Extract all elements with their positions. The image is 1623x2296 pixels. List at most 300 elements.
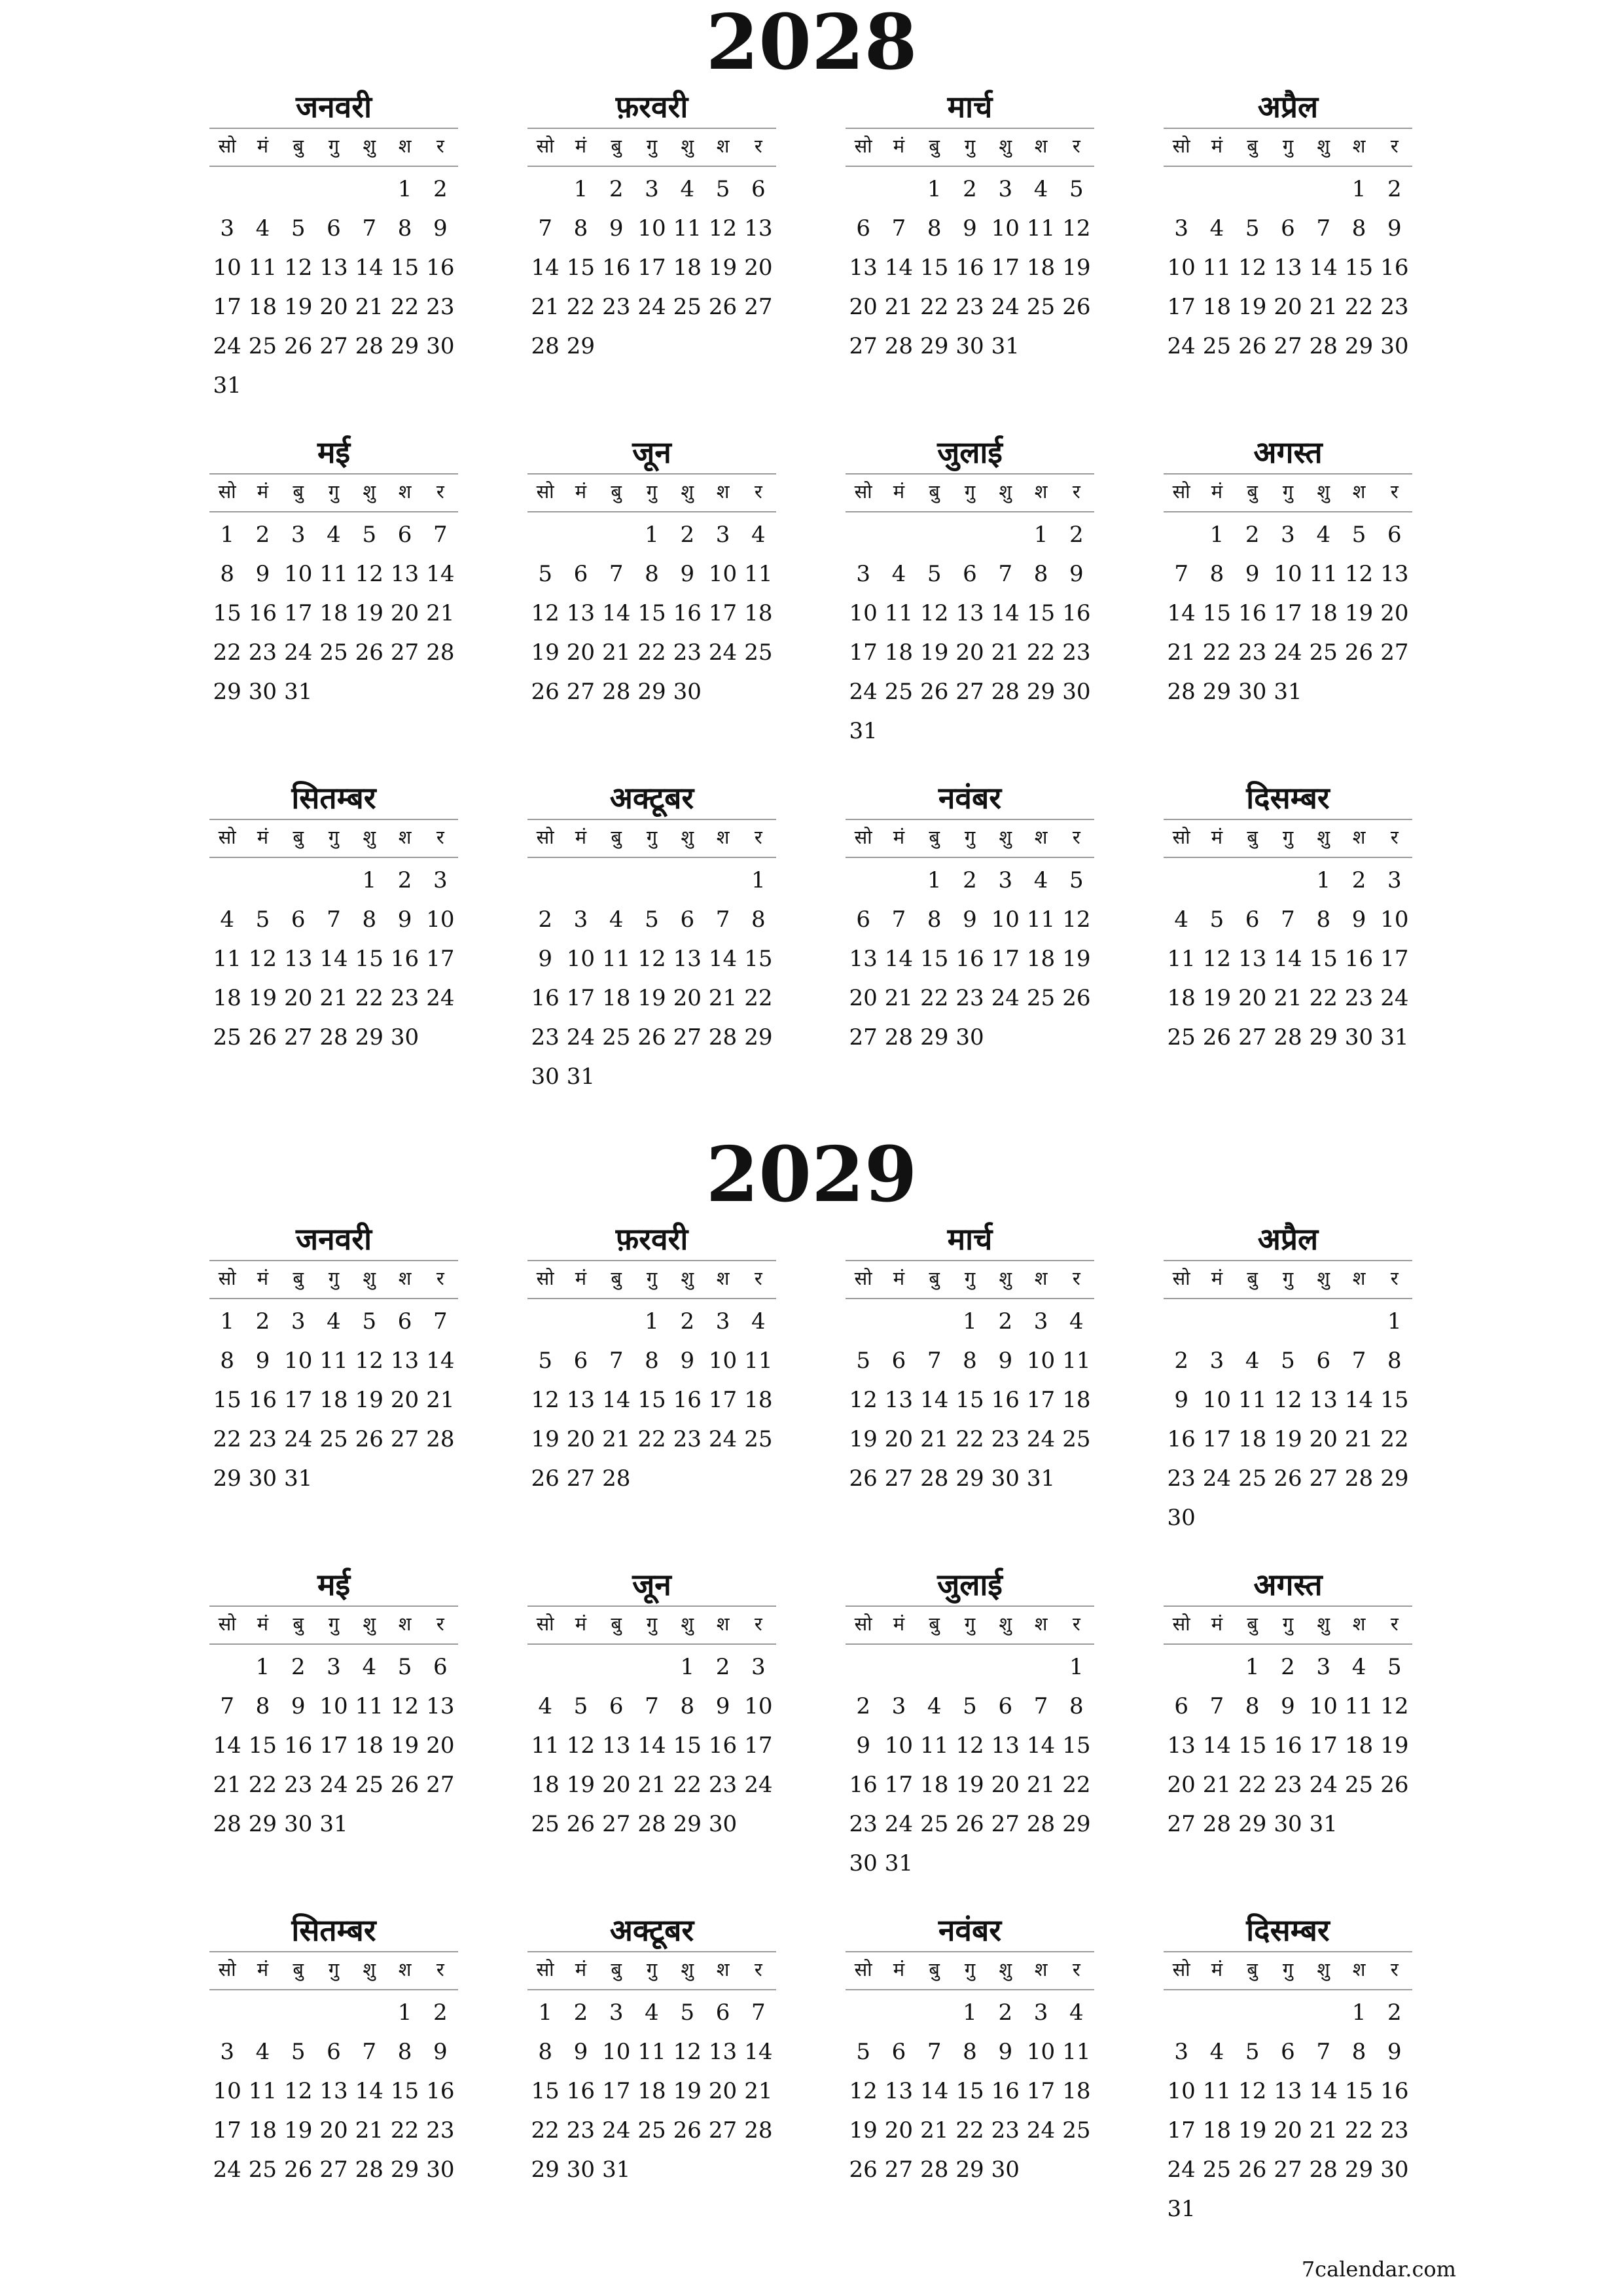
day-cell: 24 — [213, 2157, 241, 2183]
day-cell: 21 — [884, 985, 914, 1011]
day-cell: 24 — [708, 1426, 738, 1452]
weekday-label: मं — [1211, 1613, 1223, 1635]
day-cell: 7 — [362, 2039, 377, 2065]
day-cell: 18 — [602, 985, 631, 1011]
day-cell: 2 — [963, 176, 977, 202]
weekday-label: श — [1034, 1267, 1048, 1289]
weekday-label: गु — [328, 480, 340, 503]
month-name: जून — [632, 1567, 671, 1602]
day-cell: 18 — [1344, 1732, 1374, 1759]
day-cell: 6 — [891, 2039, 906, 2065]
day-cell: 6 — [963, 561, 977, 587]
weekday-label: र — [1390, 135, 1399, 157]
month-name: सितम्बर — [291, 780, 376, 816]
weekday-label: शु — [363, 1267, 376, 1289]
day-cell: 24 — [849, 679, 878, 705]
weekday-header — [1164, 1260, 1412, 1299]
day-cell: 8 — [255, 1693, 270, 1719]
day-cell: 28 — [426, 1426, 455, 1452]
empty-cell — [527, 861, 563, 900]
weekday-label: बु — [293, 480, 304, 503]
day-cell: 2 — [573, 2000, 588, 2026]
day-cell: 13 — [602, 1732, 631, 1759]
day-cell: 13 — [426, 1693, 455, 1719]
day-cell: 1 — [255, 1654, 270, 1680]
day-cell: 28 — [426, 639, 455, 666]
month-2028-2 — [527, 88, 776, 366]
day-cell: 20 — [708, 2078, 738, 2104]
day-cell: 20 — [390, 1387, 419, 1413]
day-cell: 29 — [213, 1465, 241, 1492]
day-cell: 13 — [1309, 1387, 1338, 1413]
day-cell: 7 — [609, 561, 624, 587]
day-cell: 14 — [426, 561, 455, 587]
weekday-label: सो — [218, 480, 236, 503]
day-cell: 14 — [1026, 1732, 1056, 1759]
weekday-label: शु — [363, 1613, 376, 1635]
day-cell: 2 — [538, 906, 552, 933]
empty-cell — [599, 1647, 634, 1687]
day-cell: 13 — [1274, 2078, 1302, 2104]
day-cell: 20 — [884, 1426, 914, 1452]
day-cell: 3 — [715, 522, 730, 548]
weekday-label: शु — [1317, 480, 1330, 503]
day-cell: 4 — [327, 1308, 341, 1335]
empty-cell — [563, 1647, 598, 1687]
day-cell: 30 — [1380, 2157, 1409, 2183]
day-cell: 8 — [1387, 1348, 1402, 1374]
day-cell: 31 — [849, 718, 878, 744]
empty-cell — [245, 170, 280, 209]
empty-cell — [917, 1647, 952, 1687]
day-cell: 17 — [849, 639, 878, 666]
day-cell: 4 — [751, 1308, 766, 1335]
weekday-label: मं — [257, 1613, 269, 1635]
day-cell: 25 — [248, 2157, 277, 2183]
day-cell: 9 — [1351, 906, 1366, 933]
day-cell: 26 — [1274, 1465, 1302, 1492]
day-cell: 31 — [284, 679, 313, 705]
empty-cell — [669, 861, 705, 900]
day-cell: 5 — [291, 215, 306, 242]
weekday-label: श — [398, 826, 412, 848]
day-cell: 25 — [884, 679, 914, 705]
day-cell: 21 — [920, 2117, 949, 2144]
day-cell: 14 — [355, 2078, 383, 2104]
day-cell: 11 — [319, 1348, 348, 1374]
weekday-label: गु — [964, 826, 976, 848]
day-cell: 8 — [927, 906, 942, 933]
day-cell: 24 — [637, 294, 666, 320]
day-cell: 18 — [355, 1732, 383, 1759]
weekday-label: र — [1072, 1267, 1080, 1289]
day-cell: 11 — [673, 215, 702, 242]
day-cell: 4 — [1033, 867, 1048, 893]
day-cell: 23 — [390, 985, 419, 1011]
day-cell: 20 — [955, 639, 984, 666]
day-cell: 30 — [849, 1850, 878, 1876]
day-cell: 20 — [1309, 1426, 1338, 1452]
day-cell: 17 — [1167, 2117, 1196, 2144]
empty-cell — [1235, 170, 1270, 209]
day-cell: 24 — [1274, 639, 1302, 666]
empty-cell — [245, 861, 280, 900]
day-cell: 31 — [284, 1465, 313, 1492]
day-cell: 19 — [355, 1387, 383, 1413]
weekday-label: शु — [681, 480, 694, 503]
month-2029-12 — [1164, 1912, 1412, 2229]
day-cell: 9 — [680, 1348, 695, 1374]
day-cell: 16 — [1380, 255, 1409, 281]
month-name: अप्रैल — [1257, 89, 1319, 124]
weekday-label: शु — [1317, 135, 1330, 157]
month-2029-1 — [209, 1221, 458, 1498]
weekday-label: मं — [1211, 1267, 1223, 1289]
day-cell: 3 — [609, 2000, 624, 2026]
day-cell: 10 — [213, 255, 241, 281]
day-cell: 7 — [927, 2039, 942, 2065]
month-2028-9 — [209, 780, 458, 1057]
day-cell: 1 — [1351, 2000, 1366, 2026]
day-cell: 1 — [362, 867, 377, 893]
day-cell: 3 — [1033, 1308, 1048, 1335]
empty-cell — [1164, 515, 1199, 554]
day-cell: 11 — [531, 1732, 560, 1759]
day-cell: 17 — [284, 1387, 313, 1413]
weekday-label: श — [1352, 1267, 1366, 1289]
day-cell: 23 — [426, 294, 455, 320]
day-cell: 23 — [248, 1426, 277, 1452]
day-cell: 2 — [680, 1308, 695, 1335]
day-cell: 22 — [390, 2117, 419, 2144]
day-cell: 19 — [849, 2117, 878, 2144]
day-cell: 22 — [1344, 2117, 1374, 2144]
day-cell: 14 — [884, 255, 914, 281]
day-cell: 30 — [1344, 1024, 1374, 1050]
day-cell: 1 — [1351, 176, 1366, 202]
day-cell: 22 — [531, 2117, 560, 2144]
day-cell: 11 — [1202, 2078, 1232, 2104]
day-cell: 22 — [213, 1426, 241, 1452]
month-2029-6 — [527, 1566, 776, 1844]
day-cell: 1 — [963, 1308, 977, 1335]
day-cell: 22 — [566, 294, 596, 320]
month-name: जुलाई — [937, 435, 1003, 470]
day-cell: 28 — [637, 1811, 666, 1837]
weekday-label: शु — [363, 135, 376, 157]
month-name: अप्रैल — [1257, 1221, 1319, 1257]
weekday-label: शु — [681, 135, 694, 157]
day-cell: 8 — [397, 2039, 412, 2065]
day-cell: 17 — [744, 1732, 773, 1759]
empty-cell — [952, 515, 988, 554]
day-cell: 16 — [1062, 600, 1091, 626]
empty-cell — [705, 861, 740, 900]
weekday-label: र — [1072, 135, 1080, 157]
day-cell: 27 — [319, 333, 348, 359]
day-grid — [209, 170, 458, 405]
empty-cell — [209, 170, 245, 209]
weekday-label: सो — [536, 1613, 554, 1635]
day-cell: 3 — [433, 867, 448, 893]
day-cell: 17 — [284, 600, 313, 626]
day-cell: 21 — [319, 985, 348, 1011]
day-cell: 5 — [856, 1348, 870, 1374]
weekday-header — [846, 1605, 1094, 1645]
weekday-label: सो — [536, 135, 554, 157]
weekday-header — [209, 1260, 458, 1299]
day-cell: 20 — [426, 1732, 455, 1759]
weekday-header — [209, 1605, 458, 1645]
day-cell: 7 — [1281, 906, 1295, 933]
day-cell: 22 — [920, 985, 949, 1011]
day-cell: 1 — [397, 2000, 412, 2026]
weekday-label: शु — [999, 480, 1012, 503]
day-cell: 29 — [920, 333, 949, 359]
day-cell: 28 — [1309, 2157, 1338, 2183]
day-cell: 20 — [1274, 2117, 1302, 2144]
weekday-label: श — [1352, 1613, 1366, 1635]
weekday-label: बु — [293, 826, 304, 848]
day-grid — [209, 1302, 458, 1498]
day-cell: 11 — [1202, 255, 1232, 281]
empty-cell — [1164, 170, 1199, 209]
weekday-label: मं — [257, 826, 269, 848]
day-cell: 6 — [998, 1693, 1013, 1719]
weekday-label: श — [716, 826, 730, 848]
month-2028-3 — [846, 88, 1094, 366]
weekday-label: र — [754, 1267, 762, 1289]
day-cell: 12 — [248, 946, 277, 972]
day-cell: 19 — [284, 2117, 313, 2144]
day-cell: 11 — [637, 2039, 666, 2065]
day-cell: 5 — [1069, 867, 1084, 893]
day-cell: 1 — [1033, 522, 1048, 548]
day-cell: 10 — [1202, 1387, 1232, 1413]
weekday-label: बु — [1247, 1613, 1258, 1635]
day-cell: 21 — [602, 639, 631, 666]
weekday-label: सो — [536, 826, 554, 848]
day-cell: 2 — [998, 1308, 1013, 1335]
empty-cell — [881, 1302, 916, 1341]
day-cell: 25 — [744, 639, 773, 666]
day-cell: 16 — [1274, 1732, 1302, 1759]
weekday-label: शु — [999, 135, 1012, 157]
weekday-label: र — [436, 1613, 444, 1635]
weekday-label: मं — [893, 135, 905, 157]
day-cell: 13 — [849, 946, 878, 972]
day-grid — [209, 1647, 458, 1844]
empty-cell — [988, 515, 1023, 554]
weekday-label: र — [1390, 1958, 1399, 1981]
weekday-label: र — [754, 1613, 762, 1635]
day-cell: 10 — [319, 1693, 348, 1719]
empty-cell — [881, 861, 916, 900]
day-cell: 28 — [355, 2157, 383, 2183]
day-cell: 24 — [1380, 985, 1409, 1011]
weekday-label: मं — [1211, 1958, 1223, 1981]
day-cell: 8 — [1351, 2039, 1366, 2065]
day-cell: 11 — [602, 946, 631, 972]
day-cell: 27 — [708, 2117, 738, 2144]
day-cell: 12 — [566, 1732, 596, 1759]
empty-cell — [351, 1993, 387, 2032]
day-cell: 12 — [849, 2078, 878, 2104]
day-grid — [846, 515, 1094, 751]
weekday-label: शु — [681, 826, 694, 848]
day-cell: 5 — [1351, 522, 1366, 548]
day-cell: 1 — [927, 867, 942, 893]
day-cell: 18 — [1238, 1426, 1267, 1452]
weekday-label: बु — [1247, 135, 1258, 157]
day-cell: 14 — [1167, 600, 1196, 626]
weekday-label: गु — [964, 480, 976, 503]
day-cell: 16 — [426, 255, 455, 281]
day-cell: 31 — [602, 2157, 631, 2183]
empty-cell — [281, 861, 316, 900]
day-cell: 5 — [362, 1308, 377, 1335]
weekday-header — [527, 128, 776, 167]
day-cell: 3 — [891, 1693, 906, 1719]
day-cell: 25 — [1167, 1024, 1196, 1050]
weekday-header — [846, 473, 1094, 512]
day-cell: 4 — [927, 1693, 942, 1719]
day-cell: 10 — [991, 215, 1020, 242]
month-name: जून — [632, 435, 671, 470]
day-cell: 11 — [1026, 215, 1056, 242]
weekday-header — [1164, 1951, 1412, 1990]
day-cell: 3 — [1316, 1654, 1331, 1680]
day-cell: 29 — [390, 2157, 419, 2183]
day-cell: 29 — [1380, 1465, 1409, 1492]
day-cell: 18 — [744, 1387, 773, 1413]
day-cell: 9 — [573, 2039, 588, 2065]
month-2029-10 — [527, 1912, 776, 2189]
day-cell: 30 — [390, 1024, 419, 1050]
day-cell: 7 — [1316, 215, 1331, 242]
empty-cell — [281, 170, 316, 209]
day-cell: 6 — [1245, 906, 1260, 933]
day-cell: 15 — [213, 1387, 241, 1413]
day-grid — [1164, 861, 1412, 1057]
day-cell: 18 — [213, 985, 241, 1011]
day-cell: 3 — [573, 906, 588, 933]
day-cell: 29 — [744, 1024, 773, 1050]
day-cell: 19 — [1238, 294, 1267, 320]
day-cell: 16 — [248, 1387, 277, 1413]
day-cell: 18 — [744, 600, 773, 626]
day-cell: 21 — [1309, 294, 1338, 320]
day-cell: 23 — [531, 1024, 560, 1050]
day-cell: 4 — [891, 561, 906, 587]
empty-cell — [917, 1302, 952, 1341]
day-cell: 6 — [715, 2000, 730, 2026]
weekday-label: गु — [328, 1613, 340, 1635]
day-cell: 3 — [220, 2039, 234, 2065]
weekday-header — [209, 1951, 458, 1990]
day-cell: 8 — [963, 1348, 977, 1374]
day-cell: 29 — [1238, 1811, 1267, 1837]
day-cell: 11 — [319, 561, 348, 587]
weekday-header — [527, 1260, 776, 1299]
day-cell: 30 — [1274, 1811, 1302, 1837]
weekday-label: सो — [218, 1958, 236, 1981]
day-cell: 11 — [1309, 561, 1338, 587]
weekday-label: शु — [1317, 826, 1330, 848]
weekday-label: गु — [328, 1958, 340, 1981]
day-cell: 7 — [891, 215, 906, 242]
day-cell: 16 — [602, 255, 631, 281]
day-cell: 9 — [963, 906, 977, 933]
day-cell: 1 — [680, 1654, 695, 1680]
day-grid — [846, 170, 1094, 366]
weekday-header — [209, 128, 458, 167]
day-cell: 22 — [1062, 1772, 1091, 1798]
day-cell: 20 — [566, 1426, 596, 1452]
day-cell: 27 — [744, 294, 773, 320]
day-cell: 17 — [1309, 1732, 1338, 1759]
day-cell: 12 — [1238, 255, 1267, 281]
day-cell: 20 — [319, 294, 348, 320]
empty-cell — [1199, 170, 1234, 209]
day-cell: 11 — [1238, 1387, 1267, 1413]
empty-cell — [563, 1302, 598, 1341]
weekday-label: गु — [1282, 1613, 1294, 1635]
day-cell: 23 — [566, 2117, 596, 2144]
day-cell: 27 — [426, 1772, 455, 1798]
day-cell: 5 — [963, 1693, 977, 1719]
weekday-label: गु — [964, 1267, 976, 1289]
day-cell: 4 — [220, 906, 234, 933]
day-cell: 9 — [255, 1348, 270, 1374]
day-cell: 5 — [645, 906, 659, 933]
day-cell: 17 — [1026, 1387, 1056, 1413]
day-cell: 11 — [1344, 1693, 1374, 1719]
weekday-label: सो — [536, 480, 554, 503]
empty-cell — [527, 515, 563, 554]
day-cell: 19 — [1274, 1426, 1302, 1452]
footer-site-link[interactable]: 7calendar.com — [1301, 2257, 1456, 2282]
day-cell: 14 — [1309, 2078, 1338, 2104]
day-cell: 4 — [1069, 2000, 1084, 2026]
day-cell: 26 — [849, 2157, 878, 2183]
day-cell: 28 — [602, 679, 631, 705]
day-cell: 25 — [531, 1811, 560, 1837]
day-cell: 16 — [426, 2078, 455, 2104]
day-cell: 19 — [531, 639, 560, 666]
day-cell: 3 — [220, 215, 234, 242]
day-cell: 18 — [1202, 2117, 1232, 2144]
day-cell: 29 — [531, 2157, 560, 2183]
day-cell: 30 — [426, 2157, 455, 2183]
day-cell: 24 — [991, 294, 1020, 320]
weekday-label: सो — [854, 1613, 872, 1635]
day-cell: 20 — [1167, 1772, 1196, 1798]
day-cell: 17 — [213, 294, 241, 320]
empty-cell — [1235, 1302, 1270, 1341]
weekday-label: मं — [1211, 826, 1223, 848]
day-cell: 19 — [1380, 1732, 1409, 1759]
empty-cell — [1164, 861, 1199, 900]
day-cell: 27 — [849, 1024, 878, 1050]
day-cell: 8 — [1033, 561, 1048, 587]
day-cell: 7 — [927, 1348, 942, 1374]
day-cell: 10 — [284, 1348, 313, 1374]
month-2028-4 — [1164, 88, 1412, 366]
weekday-header — [527, 1605, 776, 1645]
day-cell: 19 — [284, 294, 313, 320]
day-cell: 28 — [1309, 333, 1338, 359]
